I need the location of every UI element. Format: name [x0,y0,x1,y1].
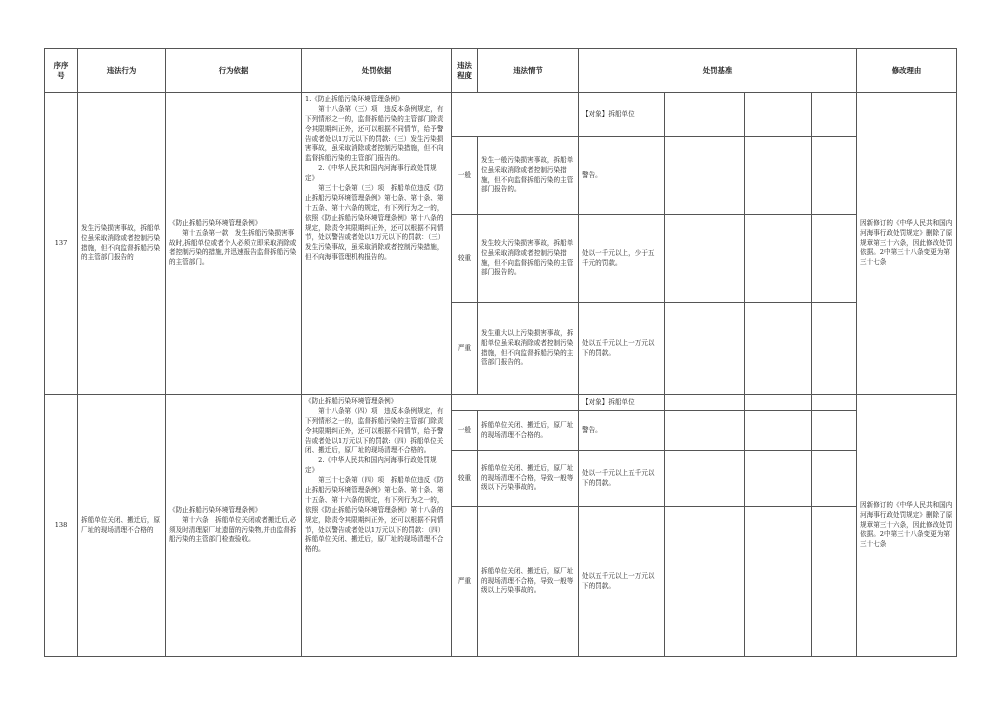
table-row [45,93,957,137]
blank-cell [452,395,579,411]
standard-cell: 警告。 [579,137,665,215]
penalty-basis-cell: 1.《防止拆船污染环境管理条例》 第十八条第（三）项 违反本条例规定，有下列情形之一的，监督拆船污染的主管部门除责令其限期纠正外，还可以根据不同情节，给予警告或者处以1万元以下的罚款:（三）发生污染损害事故，虽采取消除或者控制污染措施，但不向监督拆船污染的主管部门报告的。 2.《中华人民共和国内河海事行政处罚规定》 第三十七条第（三）项 拆船单位违反《防止拆船污染环境管理条例》第七条、第十条、第十五条、第十六条的规定，有下列行为之一的，依照《防止拆船污染环境管理条例》第十八条的规定，除责令其限期纠正外，还可以根据不同情节，处以警告或者处以1万元以下的罚款：（三）发生污染事故，虽采取消除或者控制污染措施，但不向海事管理机构报告的。 [302,93,452,395]
standard-cell: 处以一千元以上五千元以下的罚款。 [579,451,665,507]
standard-cell: 处以五千元以上一万元以下的罚款。 [579,303,665,395]
blank-cell [812,451,857,507]
blank-cell [745,395,812,411]
basis-cell: 《防止拆船污染环境管理条例》 第十六条 拆船单位关闭或者搬迁后,必须及时清理原厂址遗留的污染物,并由监督拆船污染的主管部门检查验收。 [166,395,302,657]
blank-cell [812,411,857,451]
header-penalty-basis: 处罚依据 [302,49,452,93]
blank-cell [745,215,812,303]
blank-cell [812,137,857,215]
header-seq: 序序 号 [45,49,78,93]
table-header-row [45,49,957,93]
blank-cell [665,215,745,303]
blank-cell [745,451,812,507]
header-standard: 处罚基准 [579,49,857,93]
blank-cell [745,303,812,395]
blank-cell [745,93,812,137]
blank-cell [665,137,745,215]
row-number: 137 [45,93,78,395]
degree-cell: 严重 [452,507,478,657]
circumstance-cell: 拆船单位关闭、搬迁后，原厂址的现场清理不合格，导致一般等级以上污染事故的。 [478,507,579,657]
degree-cell: 较重 [452,215,478,303]
object-cell: 【对象】拆船单位 [579,93,665,137]
reason-cell: 因新修订的《中华人民共和国内河海事行政处罚规定》删除了原规章第三十六条，因此修改处罚依据。2中第三十八条变更为第三十七条 [857,93,957,395]
standard-cell: 警告。 [579,411,665,451]
degree-cell: 一般 [452,137,478,215]
object-cell: 【对象】拆船单位 [579,395,665,411]
blank-cell [745,507,812,657]
blank-cell [812,395,857,411]
blank-cell [745,411,812,451]
blank-cell [812,93,857,137]
standard-cell: 处以五千元以上一万元以下的罚款。 [579,507,665,657]
blank-cell [665,507,745,657]
standard-cell: 处以一千元以上，少于五千元的罚款。 [579,215,665,303]
blank-cell [452,93,579,137]
degree-cell: 严重 [452,303,478,395]
degree-cell: 一般 [452,411,478,451]
blank-cell [812,303,857,395]
circumstance-cell: 发生较大污染损害事故，拆船单位虽采取消除或者控制污染措施，但不向监督拆船污染的主管部门报告的。 [478,215,579,303]
header-reason: 修改理由 [857,49,957,93]
circumstance-cell: 拆船单位关闭、搬迁后，原厂址的现场清理不合格，导致一般等级以下污染事故的。 [478,451,579,507]
blank-cell [665,395,745,411]
violation-cell: 发生污染损害事故，拆船单位虽采取消除或者控制污染措施，但不向监督拆船污染的主管部门报告的 [78,93,166,395]
header-violation: 违法行为 [78,49,166,93]
circumstance-cell: 发生一般污染损害事故，拆船单位虽采取消除或者控制污染措施，但不向监督拆船污染的主管部门报告的。 [478,137,579,215]
blank-cell [812,507,857,657]
header-circumstance: 违法情节 [478,49,579,93]
degree-cell: 较重 [452,451,478,507]
blank-cell [665,451,745,507]
blank-cell [745,137,812,215]
reason-cell: 因新修订的《中华人民共和国内河海事行政处罚规定》删除了原规章第三十六条，因此修改处罚依据。2中第三十八条变更为第三十七条 [857,395,957,657]
blank-cell [812,215,857,303]
row-number: 138 [45,395,78,657]
penalty-standards-table [44,48,957,657]
table-row [45,395,957,411]
penalty-basis-cell: 《防止拆船污染环境管理条例》 第十八条第（四）项 违反本条例规定，有下列情形之一的，监督拆船污染的主管部门除责令其限期纠正外，还可以根据不同情节，给予警告或者处以1万元以下的罚款:（四）拆船单位关闭、搬迁后，原厂址的现场清理不合格的。 2.《中华人民共和国内河海事行政处罚规定》 第三十七条第（四）项 拆船单位违反《防止拆船污染环境管理条例》第七条、第十条、第十五条、第十六条的规定，有下列行为之一的，依照《防止拆船污染环境管理条例》第十八条的规定，除责令其限期纠正外，还可以根据不同情节，处以警告或者处以1万元以下的罚款：（四）拆船单位关闭、搬迁后，原厂址的现场清理不合格的。 [302,395,452,657]
circumstance-cell: 拆船单位关闭、搬迁后，原厂址的现场清理不合格的。 [478,411,579,451]
circumstance-cell: 发生重大以上污染损害事故，拆船单位虽采取消除或者控制污染措施，但不向监督拆船污染的主管部门报告的。 [478,303,579,395]
blank-cell [665,93,745,137]
header-degree: 违法 程度 [452,49,478,93]
basis-cell: 《防止拆船污染环境管理条例》 第十五条第一款 发生拆船污染损害事故时,拆船单位或者个人必须立即采取消除或者控制污染的措施,并迅速报告监督拆船污染的主管部门。 [166,93,302,395]
blank-cell [665,303,745,395]
violation-cell: 拆船单位关闭、搬迁后，原厂址的现场清理不合格的 [78,395,166,657]
header-basis: 行为依据 [166,49,302,93]
blank-cell [665,411,745,451]
